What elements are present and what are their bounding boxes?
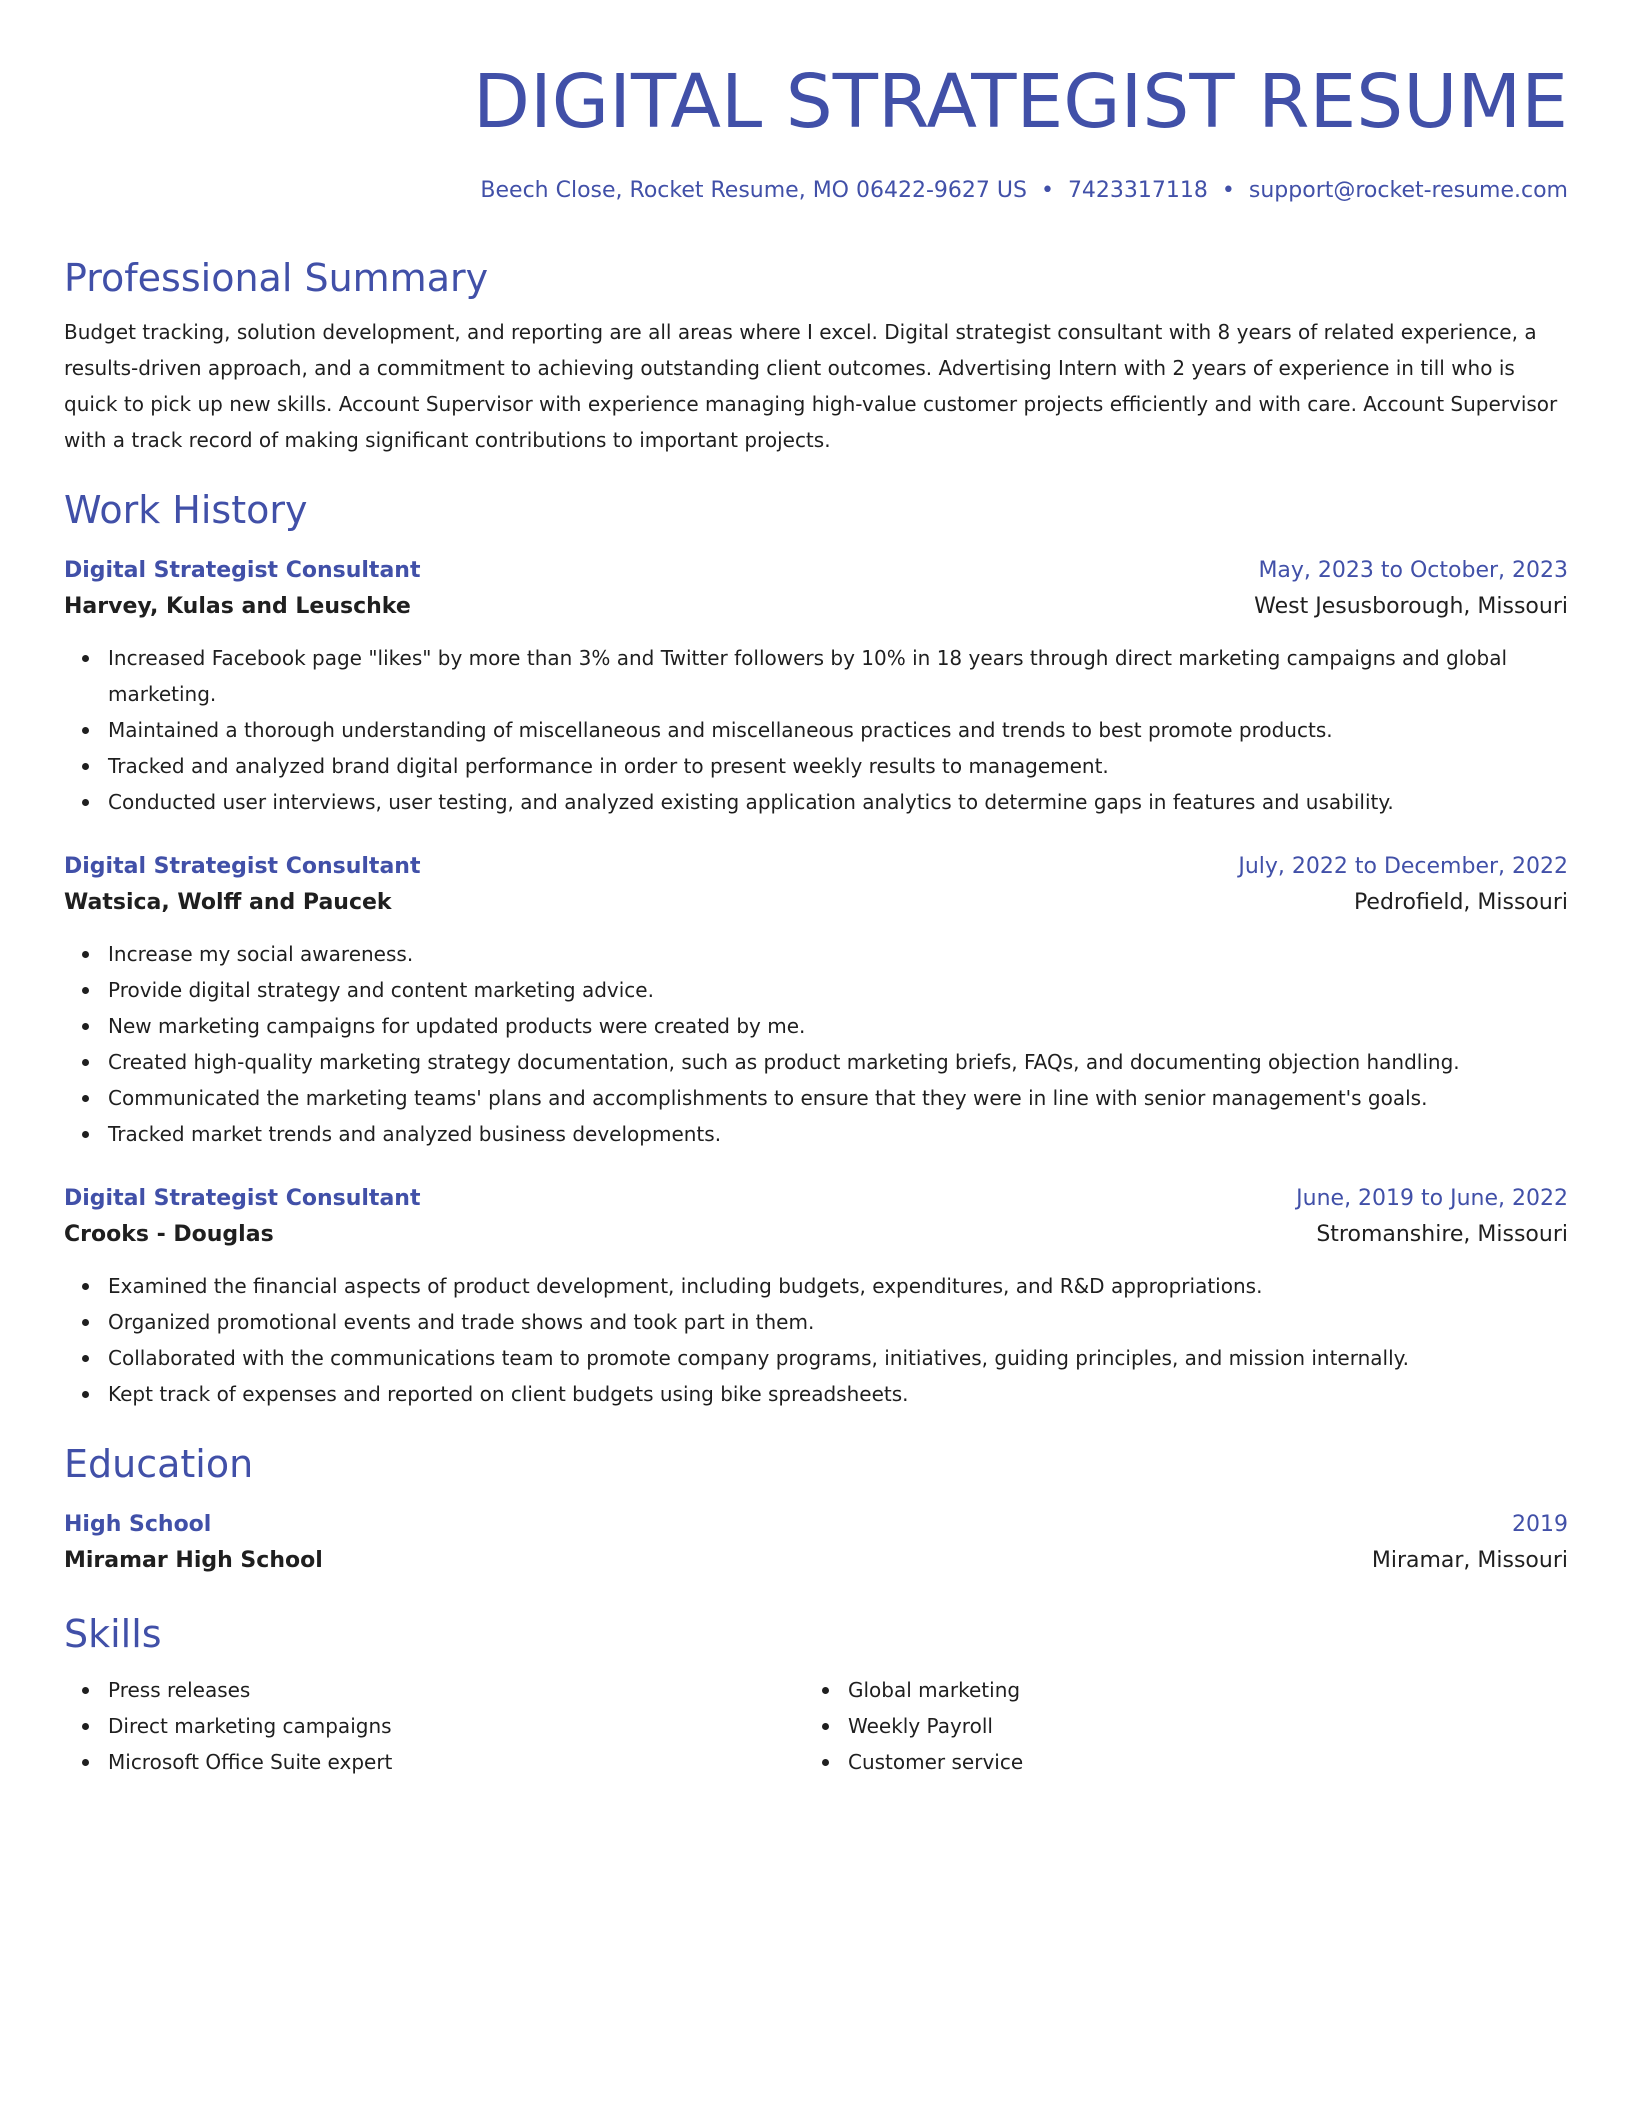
skill-item: Customer service [848,1744,1544,1780]
education-degree: High School [64,1512,212,1537]
job-bullet: Collaborated with the communications team to promote company programs, initiatives, guiding principles, and mission internally. [108,1340,1568,1376]
resume-title: DIGITAL STRATEGIST RESUME [472,59,1568,145]
job-bullets [64,640,1568,820]
job-bullet: Increase my social awareness. [108,936,1568,972]
contact-address: Beech Close, Rocket Resume, MO 06422-9627 US [480,178,1027,203]
section-title-work-history: Work History [64,488,308,532]
job-bullet: Increased Facebook page "likes" by more than 3% and Twitter followers by 10% in 18 years through direct marketing campaigns and global marketing. [108,640,1568,712]
contact-line [64,176,1568,206]
job-location: Pedrofield, Missouri [1353,890,1568,915]
skills-column-right [804,1672,1544,1780]
section-title-summary: Professional Summary [64,256,489,300]
contact-separator: • [1221,178,1235,203]
section-title-skills: Skills [64,1612,162,1656]
job-title: Digital Strategist Consultant [64,558,421,583]
section-title-education: Education [64,1442,254,1486]
job-entry [64,554,1568,820]
job-bullet: Tracked market trends and analyzed business developments. [108,1116,1568,1152]
summary-text: Budget tracking, solution development, and reporting are all areas where I excel. Digital strategist consultant with 8 years of related experience, a results-driven approach, and a commitment to achieving outstanding client outcomes. Advertising Intern with 2 years of experience in till who is quick to pick up new skills. Account Supervisor with experience managing high-value customer projects efficiently and with care. Account Supervisor with a track record of making significant contributions to important projects. [64,320,1558,452]
job-title: Digital Strategist Consultant [64,854,421,879]
skill-item: Press releases [108,1672,804,1708]
contact-phone: 7423317118 [1067,178,1208,203]
job-company: Crooks - Douglas [64,1222,274,1247]
skill-item: Weekly Payroll [848,1708,1544,1744]
job-dates: June, 2019 to June, 2022 [1296,1186,1568,1211]
education-school: Miramar High School [64,1548,323,1573]
job-bullet: Tracked and analyzed brand digital performance in order to present weekly results to management. [108,748,1568,784]
job-bullet: Created high-quality marketing strategy documentation, such as product marketing briefs, FAQs, and documenting objection handling. [108,1044,1568,1080]
job-title: Digital Strategist Consultant [64,1186,421,1211]
job-bullet: Maintained a thorough understanding of miscellaneous and miscellaneous practices and trends to best promote products. [108,712,1568,748]
job-location: Stromanshire, Missouri [1316,1222,1568,1247]
job-bullet: New marketing campaigns for updated products were created by me. [108,1008,1568,1044]
job-bullet: Organized promotional events and trade shows and took part in them. [108,1304,1568,1340]
job-location: West Jesusborough, Missouri [1254,594,1568,619]
job-bullet: Examined the financial aspects of product development, including budgets, expenditures, and R&D appropriations. [108,1268,1568,1304]
skills-list [64,1672,1568,1780]
education-entry [64,1508,1568,1580]
skills-column-left [64,1672,804,1780]
resume-header [64,52,1568,206]
job-bullet: Kept track of expenses and reported on client budgets using bike spreadsheets. [108,1376,1568,1412]
job-entry [64,850,1568,1152]
job-dates: May, 2023 to October, 2023 [1258,558,1568,583]
job-bullet: Provide digital strategy and content marketing advice. [108,972,1568,1008]
education-year: 2019 [1512,1512,1568,1537]
education-location: Miramar, Missouri [1371,1548,1568,1573]
contact-email[interactable]: support@rocket-resume.com [1248,178,1568,203]
job-company: Watsica, Wolff and Paucek [64,890,392,915]
contact-separator: • [1040,178,1054,203]
job-bullet: Conducted user interviews, user testing, and analyzed existing application analytics to determine gaps in features and usability. [108,784,1568,820]
job-bullet: Communicated the marketing teams' plans and accomplishments to ensure that they were in line with senior management's goals. [108,1080,1568,1116]
skill-item: Global marketing [848,1672,1544,1708]
job-entry [64,1182,1568,1412]
job-company: Harvey, Kulas and Leuschke [64,594,411,619]
skill-item: Direct marketing campaigns [108,1708,804,1744]
job-bullets [64,1268,1568,1412]
job-dates: July, 2022 to December, 2022 [1238,854,1568,879]
skill-item: Microsoft Office Suite expert [108,1744,804,1780]
job-bullets [64,936,1568,1152]
